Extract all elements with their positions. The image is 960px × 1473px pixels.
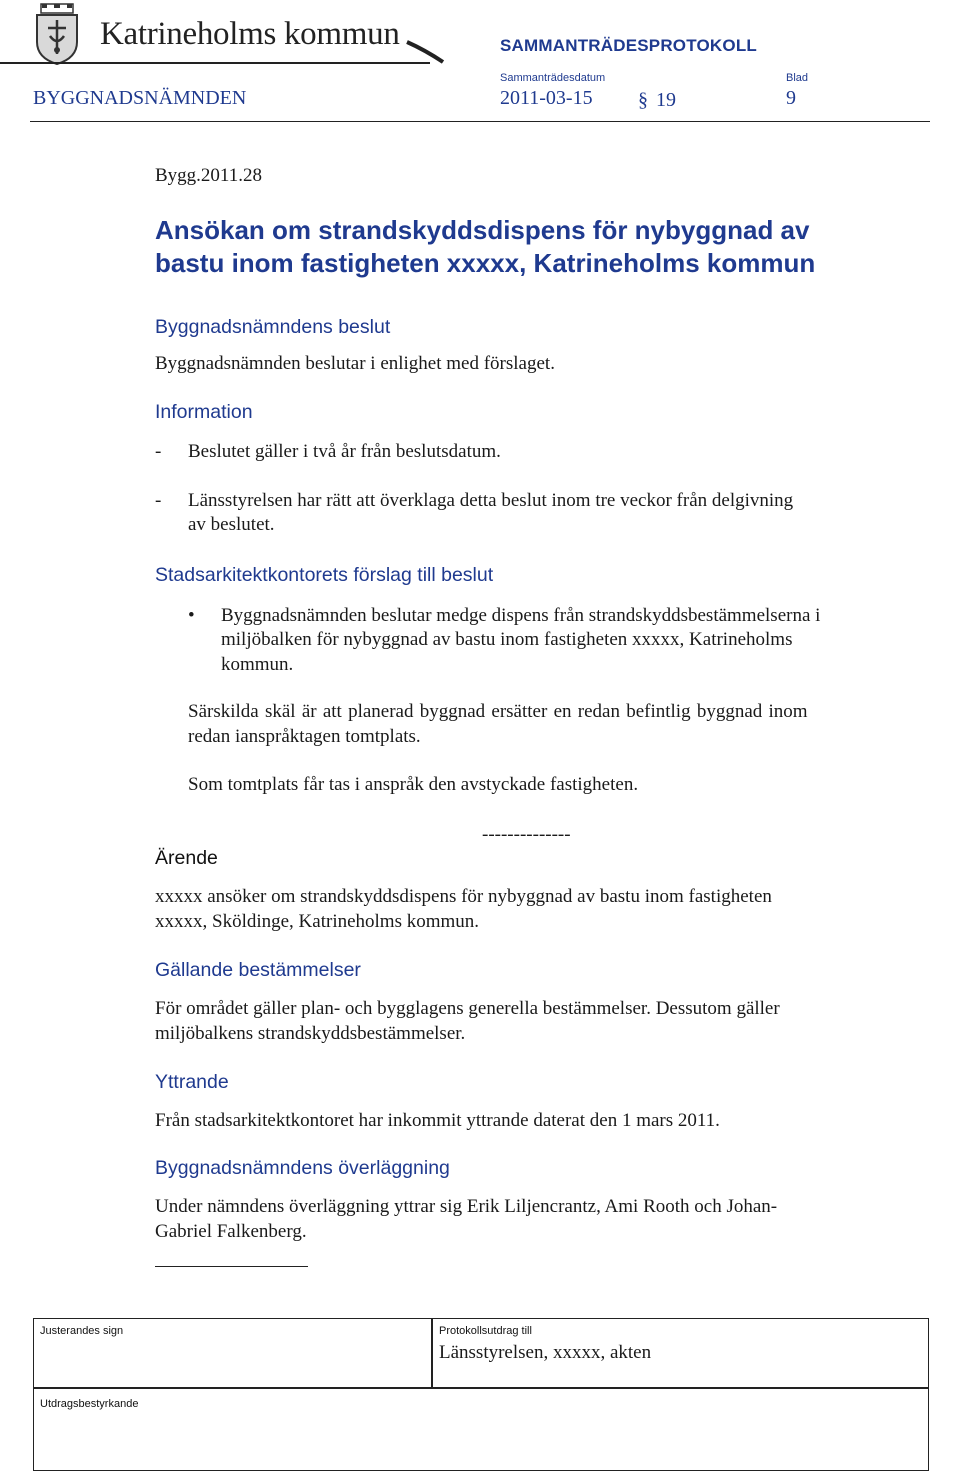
closing-rule xyxy=(155,1266,308,1267)
proposal-bullet-line-3: kommun. xyxy=(221,654,294,675)
extract-to-label: Protokollsutdrag till xyxy=(439,1325,532,1337)
deliberation-heading: Byggnadsnämndens överläggning xyxy=(155,1157,450,1179)
proposal-bullet-icon: • xyxy=(188,605,195,626)
page-label: Blad xyxy=(786,72,809,84)
proposal-plot-text: Som tomtplats får tas i anspråk den avstyckade fastigheten. xyxy=(188,774,639,795)
proposal-reason-line-2: redan ianspråktagen tomtplats. xyxy=(188,726,421,747)
case-title-line-2: bastu inom fastigheten xxxxx, Katrineholms kommun xyxy=(155,248,816,278)
page-number: 9 xyxy=(786,87,796,109)
rules-line-2: miljöbalkens strandskyddsbestämmelser. xyxy=(155,1023,466,1044)
org-name: Katrineholms kommun xyxy=(100,16,400,52)
header-rule-bottom xyxy=(30,121,930,122)
information-heading: Information xyxy=(155,401,253,423)
arende-line-2: xxxxx, Sköldinge, Katrineholms kommun. xyxy=(155,911,480,932)
proposal-bullet-line-2: miljöbalken för nybyggnad av bastu inom fastigheten xxxxx, Katrineholms xyxy=(221,629,793,650)
header-swoosh xyxy=(405,38,447,64)
rules-heading: Gällande bestämmelser xyxy=(155,959,361,981)
decision-heading: Byggnadsnämndens beslut xyxy=(155,316,391,338)
information-dash-2: - xyxy=(155,490,162,511)
information-item-2-line-2: av beslutet. xyxy=(188,514,275,535)
deliberation-line-2: Gabriel Falkenberg. xyxy=(155,1221,307,1242)
statement-heading: Yttrande xyxy=(155,1071,229,1093)
decision-text: Byggnadsnämnden beslutar i enlighet med förslaget. xyxy=(155,353,555,374)
header-rule-top xyxy=(0,62,430,64)
document-type: SAMMANTRÄDESPROTOKOLL xyxy=(500,36,757,55)
proposal-bullet-line-1: Byggnadsnämnden beslutar medge dispens från strandskyddsbestämmelserna i xyxy=(221,605,821,626)
signer-label: Justerandes sign xyxy=(40,1325,124,1337)
section-mark: § xyxy=(638,89,648,111)
information-item-1: Beslutet gäller i två år från beslutsdatum. xyxy=(188,441,501,462)
arende-line-1: xxxxx ansöker om strandskyddsdispens för nybyggnad av bastu inom fastigheten xyxy=(155,886,772,907)
extract-to-value: Länsstyrelsen, xxxxx, akten xyxy=(439,1342,652,1363)
committee-name: BYGGNADSNÄMNDEN xyxy=(33,87,247,109)
certify-label: Utdragsbestyrkande xyxy=(40,1398,139,1410)
proposal-reason-line-1: Särskilda skäl är att planerad byggnad ersätter en redan befintlig byggnad inom xyxy=(188,701,808,722)
case-title-line-1: Ansökan om strandskyddsdispens för nybyggnad av xyxy=(155,215,810,245)
information-item-2-line-1: Länsstyrelsen har rätt att överklaga detta beslut inom tre veckor från delgivning xyxy=(188,490,794,511)
arende-heading: Ärende xyxy=(155,847,218,869)
deliberation-line-1: Under nämndens överläggning yttrar sig Erik Liljencrantz, Ami Rooth och Johan- xyxy=(155,1196,778,1217)
certify-box xyxy=(33,1388,929,1471)
proposal-heading: Stadsarkitektkontorets förslag till beslut xyxy=(155,564,494,586)
section-number: 19 xyxy=(656,89,676,111)
meeting-date: 2011-03-15 xyxy=(500,87,593,109)
meeting-date-label: Sammanträdesdatum xyxy=(500,72,606,84)
rules-line-1: För området gäller plan- och bygglagens generella bestämmelser. Dessutom gäller xyxy=(155,998,780,1019)
section-separator: -------------- xyxy=(482,824,571,845)
coat-of-arms-icon xyxy=(32,2,82,66)
statement-text: Från stadsarkitektkontoret har inkommit yttrande daterat den 1 mars 2011. xyxy=(155,1110,720,1131)
case-reference: Bygg.2011.28 xyxy=(155,165,262,186)
information-dash-1: - xyxy=(155,441,162,462)
